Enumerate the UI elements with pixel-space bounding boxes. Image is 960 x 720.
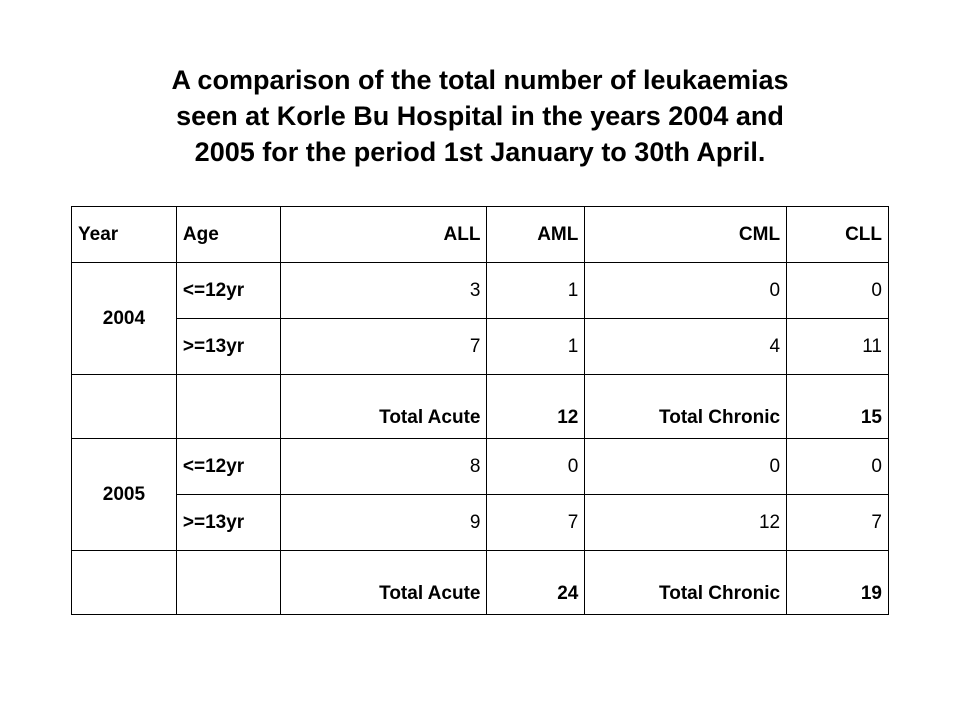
table-row: [72, 263, 889, 319]
total-chronic-label: Total Chronic: [585, 551, 787, 615]
age-cell: >=13yr: [176, 495, 280, 551]
aml-cell: 1: [487, 319, 585, 375]
header-all: ALL: [280, 207, 487, 263]
year-cell: 2004: [72, 263, 177, 375]
all-cell: 9: [280, 495, 487, 551]
total-chronic-value: 15: [787, 375, 889, 439]
table-row: [72, 439, 889, 495]
header-year: Year: [72, 207, 177, 263]
cll-cell: 11: [787, 319, 889, 375]
total-chronic-value: 19: [787, 551, 889, 615]
empty-cell: [72, 551, 177, 615]
cll-cell: 7: [787, 495, 889, 551]
age-cell: <=12yr: [176, 263, 280, 319]
title-line-3: 2005 for the period 1st January to 30th April.: [194, 137, 766, 167]
header-age: Age: [176, 207, 280, 263]
total-chronic-label: Total Chronic: [585, 375, 787, 439]
total-acute-value: 12: [487, 375, 585, 439]
title-line-2: seen at Korle Bu Hospital in the years 2004 and: [176, 101, 784, 131]
empty-cell: [176, 375, 280, 439]
header-cll: CLL: [787, 207, 889, 263]
header-cml: CML: [585, 207, 787, 263]
year-cell: 2005: [72, 439, 177, 551]
header-row: [72, 207, 889, 263]
leukaemia-table: [71, 206, 889, 615]
cml-cell: 0: [585, 263, 787, 319]
aml-cell: 7: [487, 495, 585, 551]
cll-cell: 0: [787, 439, 889, 495]
empty-cell: [176, 551, 280, 615]
cml-cell: 0: [585, 439, 787, 495]
title-line-1: A comparison of the total number of leukaemias: [171, 65, 789, 95]
totals-row: [72, 551, 889, 615]
table-row: [72, 319, 889, 375]
header-aml: AML: [487, 207, 585, 263]
page-title: [90, 62, 870, 170]
all-cell: 8: [280, 439, 487, 495]
cll-cell: 0: [787, 263, 889, 319]
total-acute-label: Total Acute: [280, 375, 487, 439]
totals-row: [72, 375, 889, 439]
aml-cell: 1: [487, 263, 585, 319]
all-cell: 7: [280, 319, 487, 375]
table-row: [72, 495, 889, 551]
age-cell: <=12yr: [176, 439, 280, 495]
empty-cell: [72, 375, 177, 439]
cml-cell: 12: [585, 495, 787, 551]
all-cell: 3: [280, 263, 487, 319]
total-acute-label: Total Acute: [280, 551, 487, 615]
cml-cell: 4: [585, 319, 787, 375]
age-cell: >=13yr: [176, 319, 280, 375]
aml-cell: 0: [487, 439, 585, 495]
total-acute-value: 24: [487, 551, 585, 615]
